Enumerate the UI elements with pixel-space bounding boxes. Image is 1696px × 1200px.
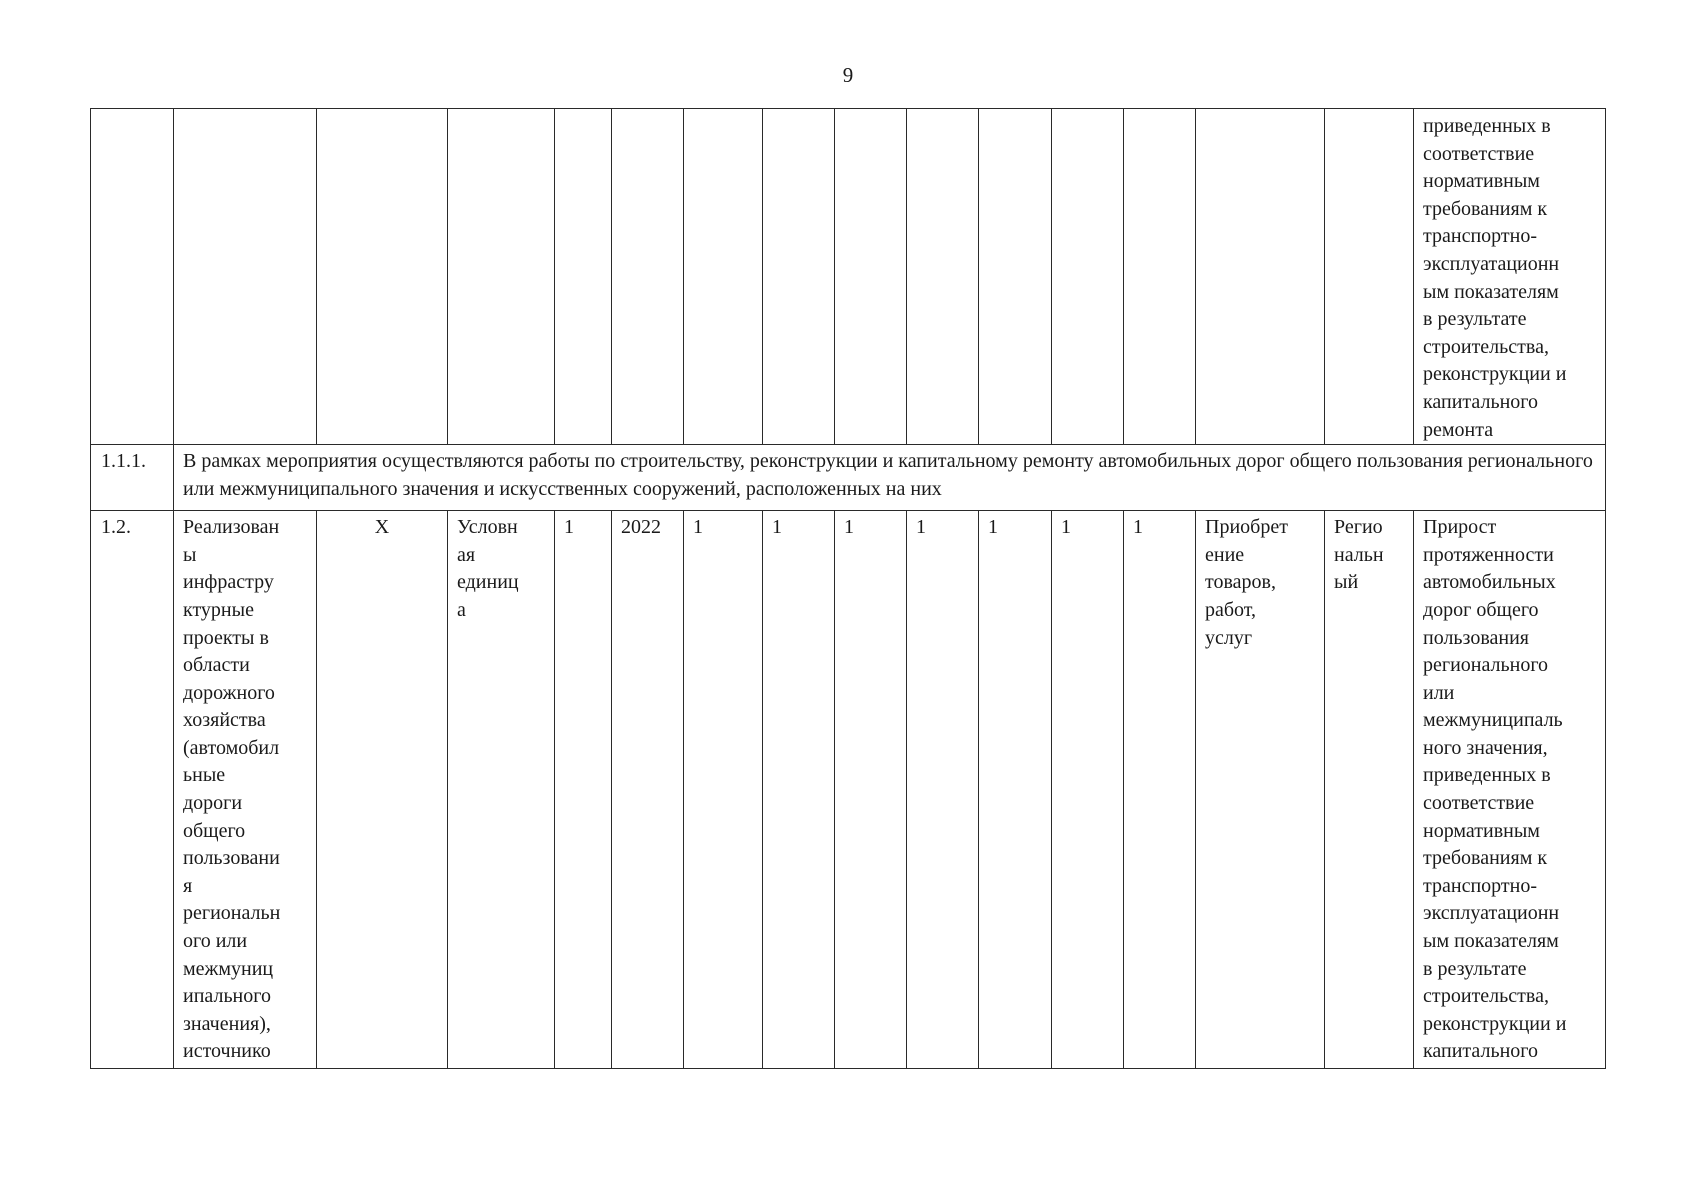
cell-empty [448, 109, 555, 445]
table-row-continuation [91, 109, 1606, 445]
cell-year-value: 1 [907, 511, 979, 1069]
cell-year-value: 1 [684, 511, 763, 1069]
cell-row-number: 1.1.1. [91, 445, 174, 511]
cell-empty [763, 109, 835, 445]
cell-year-value: 1 [979, 511, 1052, 1069]
cell-description: Прирост протяженности автомобильных дорог общего пользования регионального или межмуниципаль ного значения, приведенных в соответствие нормативным требованиям к транспортно- эксплуатационн ым показателям в результате строительства, реконструкции и капитального [1414, 511, 1606, 1069]
cell-mark: X [317, 511, 448, 1069]
cell-empty [317, 109, 448, 445]
cell-description-continued: приведенных в соответствие нормативным требованиям к транспортно- эксплуатационн ым показателям в результате строительства, реконструкции и капитального ремонта [1414, 109, 1606, 445]
cell-empty [1325, 109, 1414, 445]
cell-base-year: 2022 [612, 511, 684, 1069]
cell-empty [555, 109, 612, 445]
cell-type: Приобрет ение товаров, работ, услуг [1196, 511, 1325, 1069]
measures-table [90, 108, 1606, 1069]
cell-unit: Условн ая единиц а [448, 511, 555, 1069]
cell-empty [684, 109, 763, 445]
table-row-item [91, 511, 1606, 1069]
cell-empty [907, 109, 979, 445]
cell-year-value: 1 [1052, 511, 1124, 1069]
cell-empty [835, 109, 907, 445]
cell-row-number: 1.2. [91, 511, 174, 1069]
cell-empty [612, 109, 684, 445]
cell-base-value: 1 [555, 511, 612, 1069]
cell-level: Регио нальн ый [1325, 511, 1414, 1069]
cell-empty [1124, 109, 1196, 445]
cell-year-value: 1 [1124, 511, 1196, 1069]
cell-empty [1196, 109, 1325, 445]
cell-item-name: Реализован ы инфрастру ктурные проекты в области дорожного хозяйства (автомобил ьные дороги общего пользовани я региональн ого или межмуниц ипального значения), источнико [174, 511, 317, 1069]
table-row-note [91, 445, 1606, 511]
page-number: 9 [842, 63, 854, 87]
cell-note-text: В рамках мероприятия осуществляются работы по строительству, реконструкции и капитальному ремонту автомобильных дорог общего пользования регионального или межмуниципального значения и искусственных сооружений, расположенных на них [174, 445, 1606, 511]
cell-empty [91, 109, 174, 445]
cell-empty [1052, 109, 1124, 445]
cell-year-value: 1 [763, 511, 835, 1069]
cell-year-value: 1 [835, 511, 907, 1069]
cell-empty [979, 109, 1052, 445]
cell-empty [174, 109, 317, 445]
